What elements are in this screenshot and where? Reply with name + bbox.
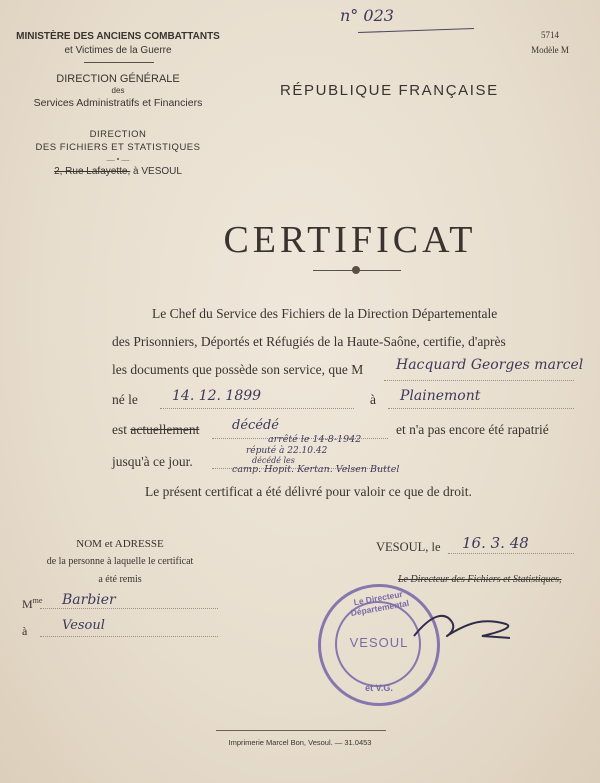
republique-heading: RÉPUBLIQUE FRANÇAISE (280, 82, 499, 99)
ministry-line2: et Victimes de la Guerre (64, 45, 172, 56)
recipient-address-line (40, 636, 218, 637)
status-value: décédé (232, 418, 280, 433)
name-line (384, 380, 574, 381)
fichiers-block (8, 128, 228, 154)
certificate-title: CERTIFICAT (223, 219, 477, 261)
issue-date: 16. 3. 48 (462, 534, 529, 552)
issue-date-line (448, 553, 574, 554)
recipient-line2: de la personne à laquelle le certificat (46, 556, 194, 567)
recipient-at-label: à (22, 624, 28, 638)
present-certificate: Le présent certificat a été délivré pour valoir ce que de droit. (145, 484, 472, 499)
note-camp: camp. Hopit. Kertan. Velsen Buttel (232, 464, 400, 475)
body-line2: des Prisonniers, Déportés et Réfugiés de la Haute-Saône, certifie, d'après (112, 334, 506, 349)
note-reported: réputé à 22.10.42 (246, 446, 328, 456)
stamp-top-text: Le Directeur Départemental (349, 588, 410, 618)
recipient-heading (20, 535, 220, 589)
stamp-center-text: VESOUL (349, 635, 409, 650)
until-today: jusqu'à ce jour. (112, 454, 193, 469)
direction-block (8, 72, 228, 110)
body-line1: Le Chef du Service des Fichiers de la Direction Départementale (152, 306, 498, 321)
recipient-m-label (22, 596, 42, 612)
footer-rule (216, 730, 386, 731)
recipient-line3: a été remis (98, 574, 142, 585)
address-city: à VESOUL (133, 166, 182, 177)
ornament-small: — • — (106, 155, 130, 164)
birth-place: Plainemont (400, 388, 481, 404)
direction-services: Services Administratifs et Financiers (33, 97, 203, 109)
person-name: Hacquard Georges marcel (396, 357, 584, 373)
recipient-name-line (40, 608, 218, 609)
address-line (8, 166, 228, 177)
fichiers-label: DES FICHIERS ET STATISTIQUES (35, 142, 201, 153)
reference-number: n° 023 (340, 6, 394, 25)
title-ornament-dot (352, 266, 360, 274)
born-at-label: à (370, 392, 376, 407)
stamp-bottom-text: et V.G. (365, 683, 393, 693)
note-arrested: arrêté le 14-8-1942 (268, 434, 362, 445)
form-code: 5714 (541, 30, 559, 40)
header-rule (84, 62, 154, 63)
form-model: Modèle M (531, 45, 569, 55)
address-struck: 2, Rue Lafayette, (54, 166, 131, 177)
printer-line: Imprimerie Marcel Bon, Vesoul. — 31.0453 (228, 738, 372, 747)
not-repatriated: et n'a pas encore été rapatrié (396, 422, 549, 437)
birth-date-line (160, 408, 354, 409)
direction-label: DIRECTION (89, 129, 147, 140)
reference-underline (358, 28, 474, 33)
status-line (112, 422, 199, 438)
direction-des: des (111, 86, 125, 95)
birth-date: 14. 12. 1899 (172, 388, 262, 404)
ministry-block (8, 30, 228, 58)
note-deceased: décédé les (252, 456, 295, 465)
director-title: Le Directeur des Fichiers et Statistiques, (398, 574, 562, 585)
direction-generale: DIRECTION GÉNÉRALE (56, 73, 180, 85)
born-label: né le (112, 392, 138, 407)
status-est: est (112, 422, 127, 437)
body-line3: les documents que possède son service, que M (112, 362, 364, 377)
recipient-name: Barbier (62, 592, 116, 608)
status-actuellement: actuellement (130, 422, 200, 437)
recipient-title: NOM et ADRESSE (76, 538, 164, 550)
recipient-address: Vesoul (62, 618, 105, 633)
recipient-m: M (22, 597, 33, 611)
ministry-line1: MINISTÈRE DES ANCIENS COMBATTANTS (16, 31, 220, 42)
birth-place-line (388, 408, 574, 409)
director-signature (410, 606, 520, 650)
place-date-label: VESOUL, le (376, 540, 441, 554)
recipient-m-sup: me (32, 596, 43, 605)
